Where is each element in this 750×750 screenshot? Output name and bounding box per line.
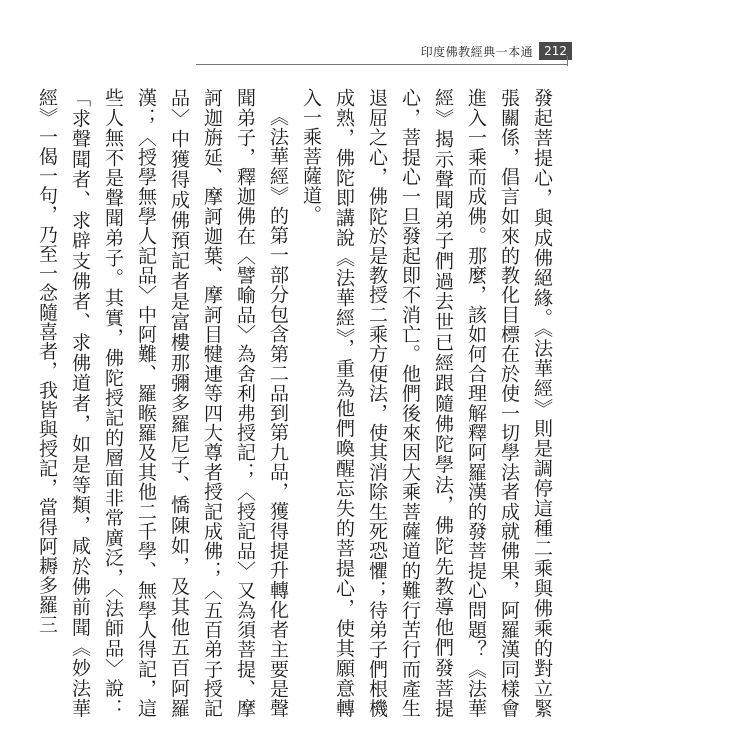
running-header bbox=[421, 40, 572, 62]
paragraph: 《法華經》的第一部分包含第二品到第九品，獲得提升轉化者主要是聲聞弟子，釋迦佛在〈譬喻品〉為舍利弗授記；〈授記品〉又為須菩提、摩訶迦旃延、摩訶迦葉、摩訶目犍連等四大尊者授記成佛；〈五百弟子授記品〉中獲得成佛預記者是富樓那彌多羅尼子、憍陳如，及其他五百阿羅漢；〈授學無學人記品〉中阿難、羅睺羅及其他二千學、無學人得記，這些人無不是聲聞弟子。其實，佛陀授記的層面非常廣泛，〈法師品〉說：「求聲聞者、求辟支佛者、求佛道者，如是等類，咸於佛前聞《妙法華經》一偈一句，乃至一念隨喜者，我皆與授記，當得阿耨多羅三 bbox=[36, 88, 289, 718]
header-rule-tick bbox=[567, 56, 568, 66]
vertical-body-text bbox=[36, 88, 558, 718]
book-title: 印度佛教經典一本通 bbox=[420, 44, 534, 59]
header-rule bbox=[196, 64, 568, 65]
page-number: 212 bbox=[539, 42, 572, 60]
paragraph: 發起菩提心，與成佛絕緣。《法華經》則是調停這種二乘與佛乘的對立緊張關係，倡言如來的教化目標在於使一切學法者成就佛果，阿羅漢同樣會進入一乘而成佛。那麼，該如何合理解釋阿羅漢的發菩提心問題？《法華經》揭示聲聞弟子們過去世已經跟隨佛陀學法，佛陀先教導他們發菩提心，菩提心一旦發起即不消亡。他們後來因大乘菩薩道的難行苦行而產生退屈之心，佛陀於是教授二乘方便法，使其消除生死恐懼；待弟子們根機成熟，佛陀即講說《法華經》，重為他們喚醒忘失的菩提心，使其願意轉入一乘菩薩道。 bbox=[300, 88, 553, 718]
